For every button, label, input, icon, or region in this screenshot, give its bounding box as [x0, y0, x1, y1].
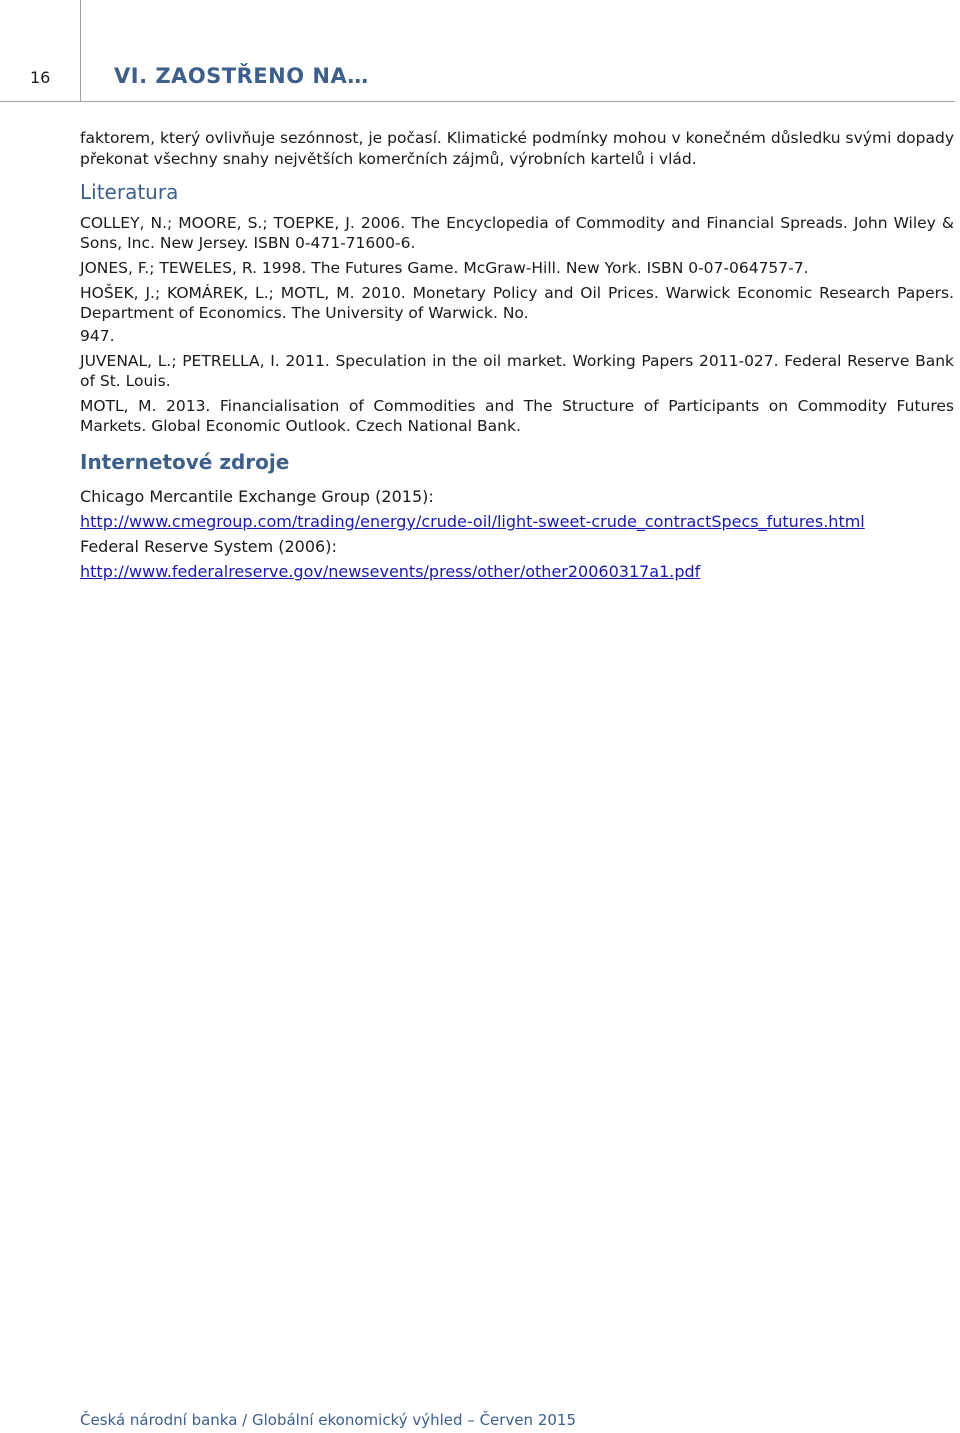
source-label-fed: Federal Reserve System (2006): [80, 537, 337, 556]
reference-item: MOTL, M. 2013. Financialisation of Commodities and The Structure of Participants on Commodity Futures Markets. Global Economic Outlook. Czech National Bank. [80, 397, 954, 435]
reference-list [80, 213, 954, 436]
literatura-heading: Literatura [80, 180, 179, 204]
header-vertical-divider [80, 0, 81, 101]
source-link-fed[interactable]: http://www.federalreserve.gov/newsevents/press/other/other20060317a1.pdf [80, 562, 701, 581]
source-link-cme[interactable]: http://www.cmegroup.com/trading/energy/crude-oil/light-sweet-crude_contractSpecs_futures.html [80, 512, 865, 531]
internet-sources-list [80, 486, 954, 582]
internet-sources-heading: Internetové zdroje [80, 450, 290, 474]
reference-item: JUVENAL, L.; PETRELLA, I. 2011. Speculation in the oil market. Working Papers 2011-027. Federal Reserve Bank of St. Louis. [80, 352, 954, 390]
intro-paragraph: faktorem, který ovlivňuje sezónnost, je počasí. Klimatické podmínky mohou v konečném důsledku svými dopady překonat všechny snahy největších komerčních zájmů, výrobních kartelů i vlád. [80, 129, 954, 168]
source-label-cme: Chicago Mercantile Exchange Group (2015): [80, 487, 434, 506]
header-horizontal-divider [0, 101, 955, 102]
page-footer: Česká národní banka / Globální ekonomický výhled – Červen 2015 [80, 1411, 576, 1429]
reference-item-continuation: 947. [80, 327, 115, 345]
page-number: 16 [30, 68, 51, 87]
chapter-title: VI. ZAOSTŘENO NA… [114, 64, 369, 88]
reference-item: COLLEY, N.; MOORE, S.; TOEPKE, J. 2006. The Encyclopedia of Commodity and Financial Spreads. John Wiley & Sons, Inc. New Jersey. ISBN 0-471-71600-6. [80, 214, 954, 252]
reference-item: HOŠEK, J.; KOMÁREK, L.; MOTL, M. 2010. Monetary Policy and Oil Prices. Warwick Economic Research Papers. Department of Economics. The University of Warwick. No. [80, 284, 954, 322]
reference-item: JONES, F.; TEWELES, R. 1998. The Futures Game. McGraw-Hill. New York. ISBN 0-07-064757-7. [80, 259, 809, 277]
page-content [80, 128, 954, 586]
